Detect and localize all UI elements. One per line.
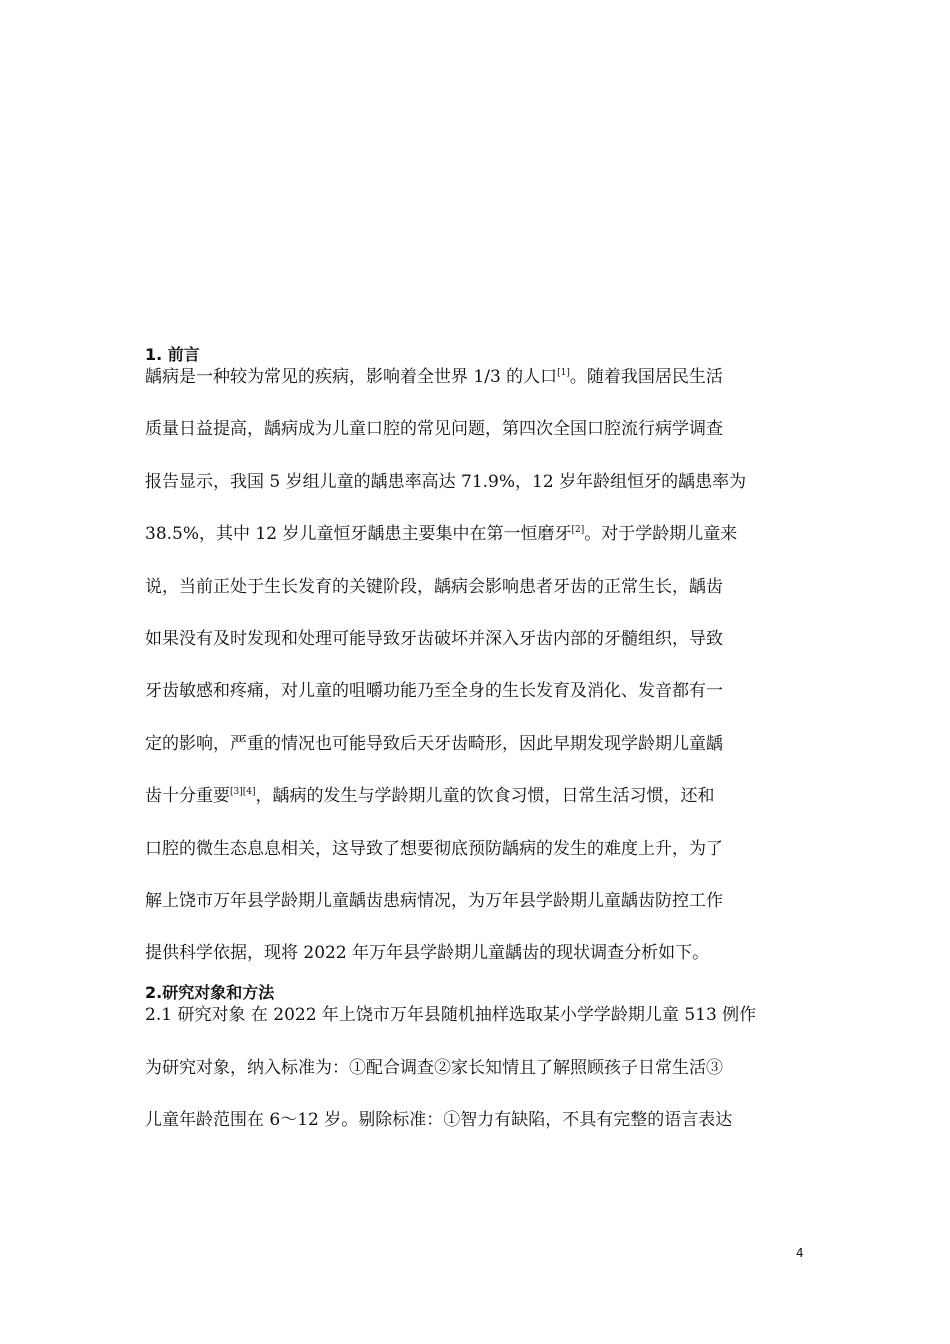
citation: [2] <box>571 525 585 536</box>
text-line: 为研究对象，纳入标准为：①配合调查②家长知情且了解照顾孩子日常生活③ <box>145 1057 723 1078</box>
text-line: 口腔的微生态息息相关，这导致了想要彻底预防龋病的发生的难度上升，为了 <box>145 838 723 859</box>
text-line: 齿十分重要[3][4]，龋病的发生与学龄期儿童的饮食习惯，日常生活习惯，还和 <box>145 786 715 807</box>
text-line: 说，当前正处于生长发育的关键阶段，龋病会影响患者牙齿的正常生长，龋齿 <box>145 576 723 597</box>
citation: [1] <box>557 368 570 378</box>
text-line: 龋病是一种较为常见的疾病，影响着全世界 1/3 的人口[1]。随着我国居民生活 <box>145 367 723 387</box>
page-number: 4 <box>796 1246 804 1260</box>
introduction-paragraph <box>145 366 805 982</box>
text-line: 解上饶市万年县学龄期儿童龋齿患病情况，为万年县学龄期儿童龋齿防控工作 <box>145 890 723 911</box>
text-line: 定的影响，严重的情况也可能导致后天牙齿畸形，因此早期发现学龄期儿童龋 <box>145 733 723 754</box>
text-line: 提供科学依据，现将 2022 年万年县学龄期儿童龋齿的现状调查分析如下。 <box>145 943 710 964</box>
methods-paragraph <box>145 1004 805 1161</box>
text-line: 报告显示，我国 5 岁组儿童的龋患率高达 71.9%，12 岁年龄组恒牙的龋患率为 <box>145 471 747 492</box>
section-heading-introduction: 1. 前言 <box>145 345 200 364</box>
text-line: 质量日益提高，龋病成为儿童口腔的常见问题，第四次全国口腔流行病学调查 <box>145 419 723 440</box>
page-content <box>145 344 805 1161</box>
text-line: 38.5%，其中 12 岁儿童恒牙龋患主要集中在第一恒磨牙[2]。对于学龄期儿童来 <box>145 524 738 545</box>
section-heading-methods: 2.研究对象和方法 <box>145 983 275 1003</box>
text-line: 2.1 研究对象 在 2022 年上饶市万年县随机抽样选取某小学学龄期儿童 513 例作 <box>145 1005 757 1026</box>
text-line: 牙齿敏感和疼痛，对儿童的咀嚼功能乃至全身的生长发育及消化、发音都有一 <box>145 681 723 702</box>
text-line: 儿童年龄范围在 6～12 岁。剔除标准：①智力有缺陷，不具有完整的语言表达 <box>145 1110 733 1131</box>
citation: [3][4] <box>230 787 256 798</box>
text-line: 如果没有及时发现和处理可能导致牙齿破坏并深入牙齿内部的牙髓组织，导致 <box>145 628 723 649</box>
